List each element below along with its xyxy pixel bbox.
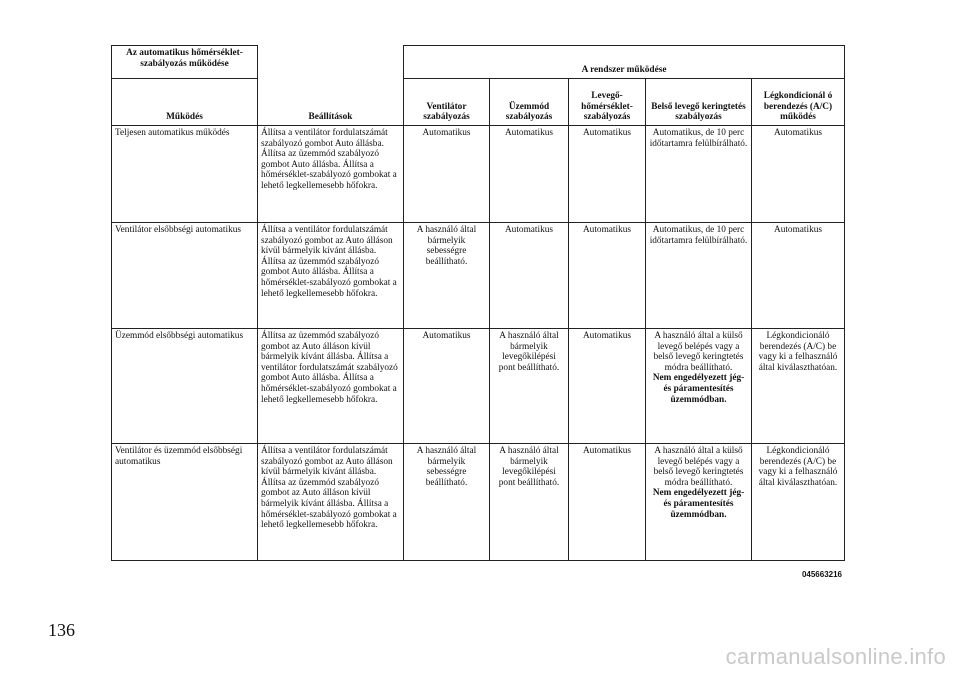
cell-belso [646, 126, 752, 223]
cell-mukodes: Üzemmód elsőbbségi automatikus [112, 329, 258, 444]
cell-legkond: Automatikus [752, 126, 845, 223]
cell-beallitasok: Állítsa a ventilátor fordulatszámát szabályozó gombot az Auto álláson kívül bármelyik kívánt állásba. Állítsa az üzemmód szabályozó gombot az Auto álláson kívül bármelyik kívánt állásba. Állítsa a hőmérséklet-szabályozó gombokat a lehető legkellemesebb hőfokra. [258, 444, 404, 561]
cell-levego: Automatikus [569, 126, 646, 223]
cell-uzemmod: Automatikus [490, 126, 569, 223]
cell-levego: Automatikus [569, 329, 646, 444]
cell-uzemmod: A használó által bármelyik levegőkilépési pont beállítható. [490, 444, 569, 561]
col-beallitasok-header: Beállítások [258, 79, 404, 126]
cell-legkond: Légkondicionáló berendezés (A/C) be vagy ki a felhasználó által kiválaszthatóan. [752, 444, 845, 561]
cell-beallitasok: Állítsa az üzemmód szabályozó gombot az Auto álláson kívül bármelyik kívánt állásba. Állítsa a ventilátor fordulatszámát szabályozó gombot Auto állásba. Állítsa a hőmérséklet-szabályozó gombokat a lehető legkellemesebb hőfokra. [258, 329, 404, 444]
cell-belso-text: Automatikus, de 10 perc időtartamra felülbírálható. [649, 225, 748, 246]
page-number: 136 [48, 620, 75, 640]
cell-belso-text: A használó által a külső levegő belépés vagy a belső levegő keringtetés módra beállítható. [653, 331, 744, 373]
cell-ventilator: Automatikus [404, 329, 490, 444]
cell-uzemmod: A használó által bármelyik levegőkilépési pont beállítható. [490, 329, 569, 444]
watermark: carmanualsonline.info [725, 644, 946, 669]
cell-belso [646, 223, 752, 329]
operation-table [111, 45, 845, 561]
header-column-row [112, 79, 845, 126]
header-blank [258, 46, 404, 79]
cell-belso-text: A használó által a külső levegő belépés vagy a belső levegő keringtetés módra beállítható. [653, 446, 744, 488]
cell-uzemmod: Automatikus [490, 223, 569, 329]
table-row [112, 329, 845, 444]
cell-belso-note: Nem engedélyezett jég- és páramentesítés üzemmódban. [652, 488, 745, 520]
table-row [112, 126, 845, 223]
cell-belso-text: Automatikus, de 10 perc időtartamra felülbírálható. [649, 128, 748, 149]
figure-code: 045663216 [801, 570, 842, 579]
table-row [112, 444, 845, 561]
cell-ventilator: Automatikus [404, 126, 490, 223]
col-belso-header: Belső levegő keringtetés szabályozás [646, 79, 752, 126]
cell-ventilator: A használó által bármelyik sebességre beállítható. [404, 444, 490, 561]
cell-mukodes: Ventilátor és üzemmód elsőbbségi automatikus [112, 444, 258, 561]
col-mukodes-header: Működés [112, 79, 258, 126]
header-group-left: Az automatikus hőmérséklet-szabályozás működése [112, 46, 258, 79]
col-levego-header: Levegő-hőmérséklet-szabályozás [569, 79, 646, 126]
cell-belso [646, 444, 752, 561]
cell-legkond: Légkondicionáló berendezés (A/C) be vagy ki a felhasználó által kiválaszthatóan. [752, 329, 845, 444]
cell-mukodes: Teljesen automatikus működés [112, 126, 258, 223]
cell-mukodes: Ventilátor elsőbbségi automatikus [112, 223, 258, 329]
col-legkond-header: Légkondicionál ó berendezés (A/C) működés [752, 79, 845, 126]
cell-legkond: Automatikus [752, 223, 845, 329]
col-uzemmod-header: Üzemmód szabályozás [490, 79, 569, 126]
cell-ventilator: A használó által bármelyik sebességre beállítható. [404, 223, 490, 329]
cell-belso [646, 329, 752, 444]
cell-levego: Automatikus [569, 444, 646, 561]
col-ventilator-header: Ventilátor szabályozás [404, 79, 490, 126]
table-row [112, 223, 845, 329]
header-group-right: A rendszer működése [404, 46, 845, 79]
cell-belso-note: Nem engedélyezett jég- és páramentesítés üzemmódban. [652, 373, 745, 405]
cell-beallitasok: Állítsa a ventilátor fordulatszámát szabályozó gombot Auto állásba. Állítsa az üzemmód szabályozó gombot Auto állásba. Állítsa a hőmérséklet-szabályozó gombokat a lehető legkellemesebb hőfokra. [258, 126, 404, 223]
cell-levego: Automatikus [569, 223, 646, 329]
header-group-row [112, 46, 845, 79]
cell-beallitasok: Állítsa a ventilátor fordulatszámát szabályozó gombot az Auto álláson kívül bármelyik kívánt állásba. Állítsa az üzemmód szabályozó gombot Auto állásba. Állítsa a hőmérséklet-szabályozó gombokat a lehető legkellemesebb hőfokra. [258, 223, 404, 329]
